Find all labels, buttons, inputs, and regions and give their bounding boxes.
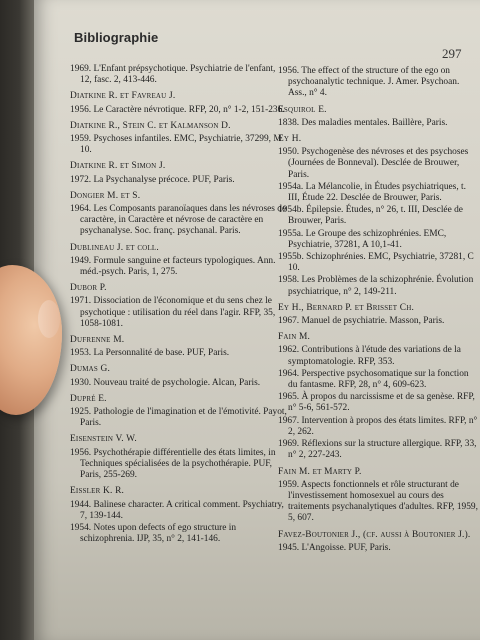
bibliography-block [278, 303, 478, 327]
author-name: Eissler K. R. [70, 486, 125, 497]
bibliography-block [70, 364, 288, 388]
bibliography-entry: 1955b. Schizophrénies. EMC, Psychiatrie, 37281, C 10. [278, 252, 474, 274]
bibliography-entry: 1956. The effect of the structure of the ego on psychoanalytic technique. J. Amer. Psychoan. Ass., n° 4. [278, 66, 460, 99]
author-name: Dublineau J. et coll. [70, 242, 159, 253]
bibliography-block [70, 161, 288, 185]
bibliography-block [278, 467, 478, 525]
author-name: Dupré E. [70, 393, 107, 404]
bibliography-entry: 1953. La Personnalité de base. PUF, Paris. [70, 348, 230, 359]
bibliography-entry: 1956. Psychothérapie différentielle des états limites, in Techniques spécialisées de la psychothérapie. PUF, Paris, 255-269. [70, 447, 276, 481]
right-column [278, 66, 478, 559]
bibliography-entry: 1964. Perspective psychosomatique sur la fonction du fantasme. RFP, 28, n° 4, 609-623. [278, 368, 469, 391]
bibliography-entry: 1930. Nouveau traité de psychologie. Alcan, Paris. [70, 377, 261, 388]
bibliography-entry: 1964. Les Composants paranoïaques dans les névroses de caractère, in Caractère et névrose de caractère en psychanalyse. Soc. franç. psychanal. Paris. [70, 204, 287, 237]
bibliography-entry: 1969. Réflexions sur la structure allergique. RFP, 33, n° 2, 227-243. [278, 439, 477, 461]
bibliography-block [278, 66, 478, 100]
author-name: Dumas G. [70, 364, 111, 375]
author-name: Ey H., Bernard P. et Brisset Ch. [278, 302, 415, 313]
bibliography-entry: 1959. Aspects fonctionnels et rôle structurant de l'investissement homosexuel au cours des traitements psychanalytiques d'adultes. RFP, 1959, 5, 607. [278, 479, 478, 524]
bibliography-entry: 1838. Des maladies mentales. Baillère, Paris. [278, 117, 448, 128]
left-column [70, 64, 288, 550]
bibliography-entry: 1956. Le Caractère névrotique. RFP, 20, n° 1-2, 151-236. [70, 104, 285, 115]
author-name: Fain M. [278, 332, 311, 343]
bibliography-entry: 1972. La Psychanalyse précoce. PUF, Paris. [70, 174, 235, 185]
author-name: Ey H. [278, 134, 302, 145]
bibliography-block [70, 64, 288, 86]
bibliography-block [278, 105, 478, 129]
bibliography-entry: 1954. Notes upon defects of ego structure in schizophrenia. IJP, 35, n° 2, 141-146. [70, 522, 237, 545]
bibliography-block [70, 191, 288, 238]
bibliography-entry: 1925. Pathologie de l'imagination et de l'émotivité. Payot, Paris. [70, 407, 287, 429]
bibliography-entry: 1971. Dissociation de l'économique et du sens chez le psychotique : utilisation du réel dans l'agir. RFP, 35, 1058-1081. [70, 296, 276, 329]
bibliography-entry: 1959. Psychoses infantiles. EMC, Psychiatrie, 37299, M 10. [70, 134, 282, 156]
bibliography-entry: 1967. Intervention à propos des états limites. RFP, n° 2, 262. [278, 415, 478, 437]
author-name: Diatkine R., Stein C. et Kalmanson D. [70, 120, 231, 131]
bibliography-block [70, 91, 288, 115]
bibliography-block [278, 134, 478, 298]
bibliography-block [70, 434, 288, 481]
author-name: Eisenstein V. W. [70, 434, 137, 445]
bibliography-entry: 1967. Manuel de psychiatrie. Masson, Paris. [278, 316, 445, 327]
author-name: Dufrenne M. [70, 335, 125, 346]
bibliography-entry: 1954a. La Mélancolie, in Études psychiatriques, t. III, Étude 22. Desclée de Brouwer, Paris. [278, 181, 466, 204]
author-name: Fain M. et Marty P. [278, 466, 362, 477]
bibliography-block [70, 121, 288, 157]
author-name: Favez-Boutonier J., (cf. aussi à Boutonier J.). [278, 529, 471, 540]
bibliography-block [278, 332, 478, 461]
bibliography-entry: 1950. Psychogenèse des névroses et des psychoses (Journées de Bonneval). Desclée de Brouwer, Paris. [278, 147, 469, 180]
thumbnail [38, 300, 60, 338]
author-name: Dongier M. et S. [70, 190, 141, 201]
bibliography-block [70, 335, 288, 359]
bibliography-entry: 1949. Formule sanguine et facteurs typologiques. Ann. méd.-psych. Paris, 1, 275. [70, 255, 276, 278]
author-name: Esquirol E. [278, 104, 327, 115]
bibliography-block [70, 486, 288, 545]
bibliography-block [70, 394, 288, 430]
author-name: Diatkine R. et Simon J. [70, 161, 166, 172]
bibliography-block [70, 283, 288, 330]
bibliography-block [70, 243, 288, 279]
page-header-title: Bibliographie [74, 30, 159, 45]
bibliography-entry: 1945. L'Angoisse. PUF, Paris. [278, 542, 391, 553]
bibliography-entry: 1965. À propos du narcissisme et de sa genèse. RFP, n° 5-6, 561-572. [278, 392, 475, 414]
page-number: 297 [442, 46, 462, 61]
author-name: Diatkine R. et Favreau J. [70, 91, 176, 102]
bibliography-entry: 1958. Les Problèmes de la schizophrénie. Évolution psychiatrique, n° 2, 149-211. [278, 275, 474, 297]
bibliography-entry: 1969. L'Enfant prépsychotique. Psychiatrie de l'enfant, 12, fasc. 2, 413-446. [70, 64, 276, 86]
bibliography-entry: 1944. Balinese character. A critical comment. Psychiatry, 7, 139-144. [70, 499, 284, 521]
book-page [34, 0, 480, 640]
author-name: Dubor P. [70, 283, 107, 294]
bibliography-entry: 1955a. Le Groupe des schizophrénies. EMC, Psychiatrie, 37281, A 10,1-41. [278, 228, 447, 250]
bibliography-block [278, 530, 478, 554]
bibliography-entry: 1954b. Épilepsie. Études, n° 26, t. III, Desclée de Brouwer, Paris. [278, 205, 463, 227]
bibliography-entry: 1962. Contributions à l'étude des variations de la symptomatologie. RFP, 353. [278, 345, 461, 367]
